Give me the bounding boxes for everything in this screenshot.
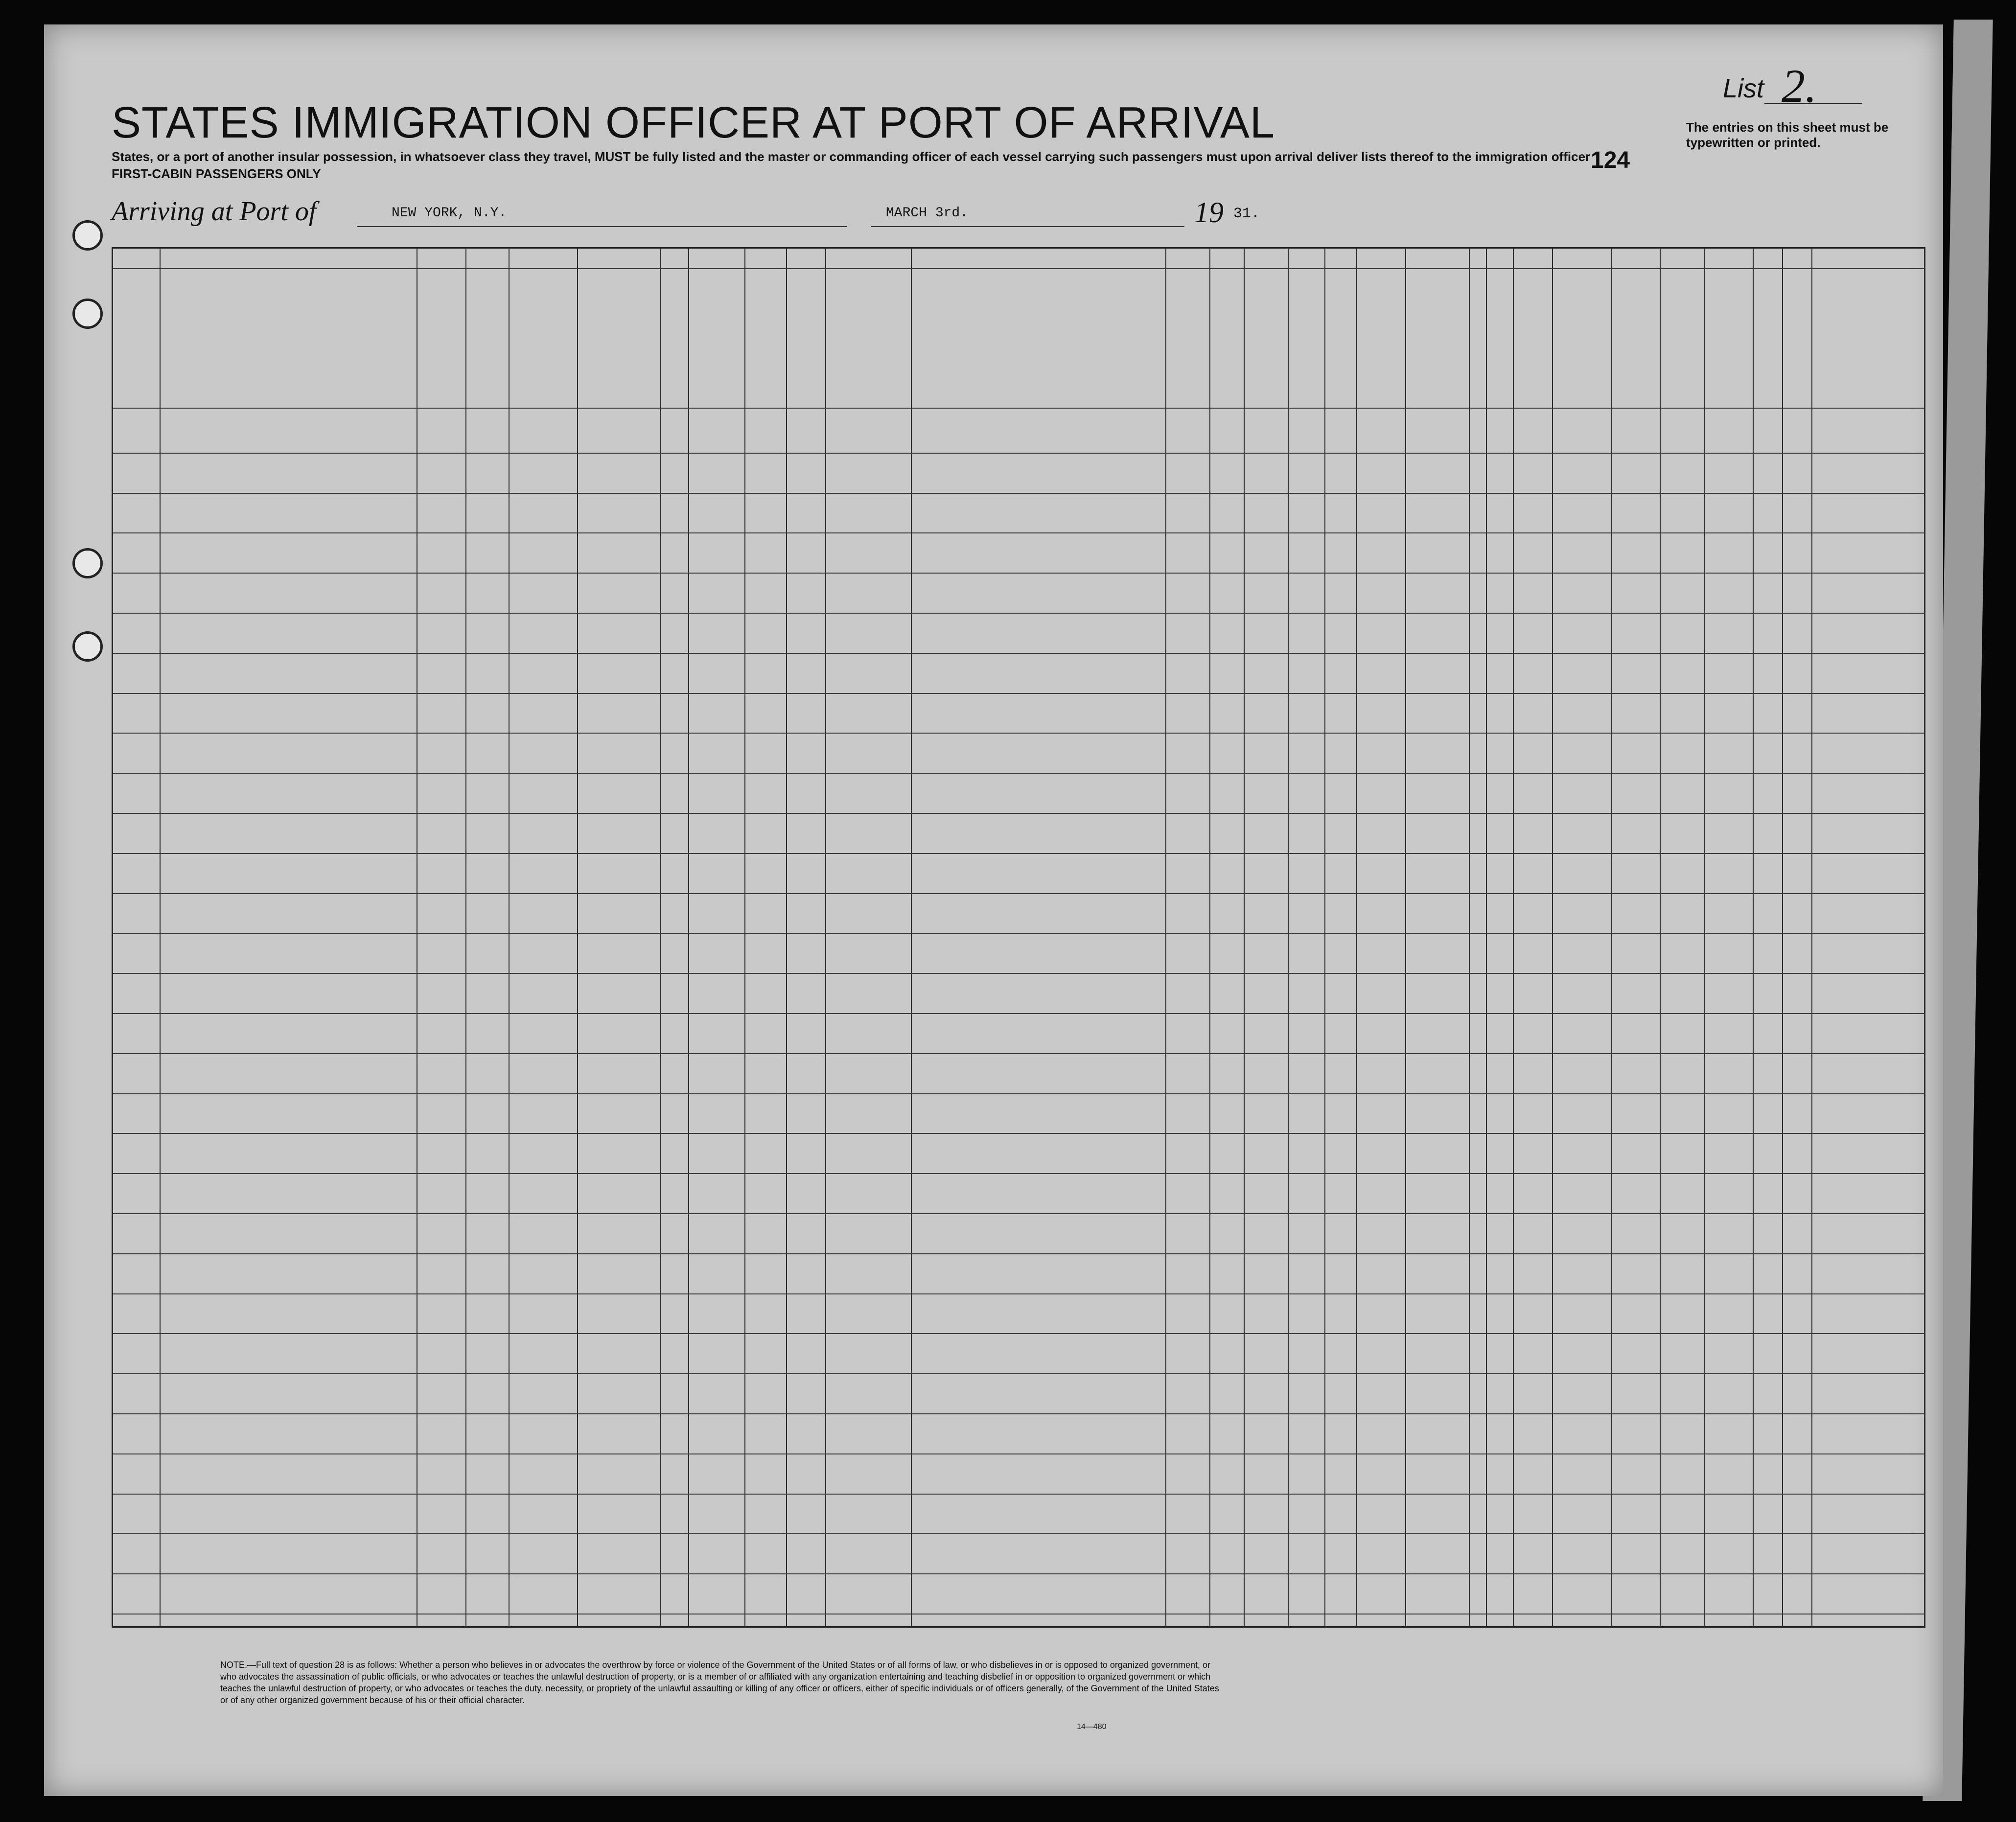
port-underline [357,226,847,227]
row-line [113,573,1924,574]
header-line [113,268,1924,269]
row-line [113,733,1924,734]
column-line [1552,249,1553,1626]
port-value: NEW YORK, N.Y. [392,206,507,221]
column-line [1244,249,1245,1626]
officer-number: 124 [1591,147,1630,173]
column-line [1753,249,1754,1626]
column-line [160,249,161,1626]
row-line [113,1333,1924,1334]
column-line [786,249,787,1626]
column-line [1165,249,1166,1626]
row-line [113,813,1924,814]
row-line [113,1293,1924,1294]
column-line [1660,249,1661,1626]
year-suffix: 31. [1233,206,1260,222]
list-underline [1764,103,1862,104]
row-line [113,493,1924,494]
footnote: NOTE.—Full text of question 28 is as follows: Whether a person who believes in or advocates the overthrow by force or violence of the Government of the United States or of all forms of law, or who disbelieves in or is opposed to organized government, or who advocates the assassination of public officials, or who advocates or teaches the unlawful destruction of property, or is a member of or affiliated with any organization entertaining and teaching disbelief in or opposition to organized government or which teaches the unlawful destruction of property, or who advocates or teaches the duty, necessity, or propriety of the unlawful assaulting or killing of any officer or officers, either of specific individuals or of officers generally, of the Government of the United States or of any other organized government because of his or their official character. [220,1660,1219,1705]
binder-hole [72,631,103,662]
binder-hole [72,299,103,329]
row-line [113,653,1924,654]
column-line [1288,249,1289,1626]
typewritten-note: The entries on this sheet must be typewritten or printed. [1686,120,1889,150]
column-line [1486,249,1487,1626]
column-line [1324,249,1325,1626]
year-prefix: 19 [1194,196,1224,229]
header-line [113,408,1924,409]
form-number: 14—480 [1077,1723,1107,1731]
row-line [113,1213,1924,1214]
row-line [113,1494,1924,1495]
row-line [113,893,1924,894]
row-line [113,1533,1924,1534]
row-line [113,613,1924,614]
column-line [1513,249,1514,1626]
row-line [113,1013,1924,1014]
row-line [113,933,1924,934]
row-line [113,973,1924,974]
column-line [744,249,745,1626]
column-line [1924,249,1925,1626]
list-label: List [1723,74,1764,103]
column-line [825,249,826,1626]
column-line [1356,249,1357,1626]
row-line [113,453,1924,454]
list-number: 2. [1782,60,1817,112]
arrival-date: MARCH 3rd. [886,206,969,221]
row-line [113,1573,1924,1574]
row-line [113,773,1924,774]
column-line [1469,249,1470,1626]
row-line [113,1453,1924,1454]
column-line [1209,249,1210,1626]
row-line [113,1373,1924,1374]
column-line [1611,249,1612,1626]
binder-hole [72,220,103,251]
column-line [688,249,689,1626]
binder-hole [72,548,103,578]
column-line [1704,249,1705,1626]
column-line [660,249,661,1626]
column-line [911,249,912,1626]
column-line [509,249,510,1626]
row-line [113,1173,1924,1174]
column-line [465,249,466,1626]
row-line [113,1053,1924,1054]
row-line [113,853,1924,854]
date-underline [871,226,1184,227]
cabin-class: FIRST-CABIN PASSENGERS ONLY [112,166,321,181]
column-line [577,249,578,1626]
column-line [1782,249,1783,1626]
row-line [113,1413,1924,1414]
row-line [113,693,1924,694]
column-line [1405,249,1406,1626]
row-line [113,1133,1924,1134]
row-line [113,532,1924,533]
manifest-table [112,247,1925,1628]
column-line [1811,249,1812,1626]
port-label: Arriving at Port of [112,196,317,227]
row-line [113,1093,1924,1094]
row-line [113,1253,1924,1254]
page-title: STATES IMMIGRATION OFFICER AT PORT OF ARRIVAL [112,98,1275,147]
instructions-text: States, or a port of another insular possession, in whatsoever class they travel, MUST be fully listed and the master or commanding officer of each vessel carrying such passengers must upon arrival deliver lists thereof to the immigration officer [112,149,1591,164]
